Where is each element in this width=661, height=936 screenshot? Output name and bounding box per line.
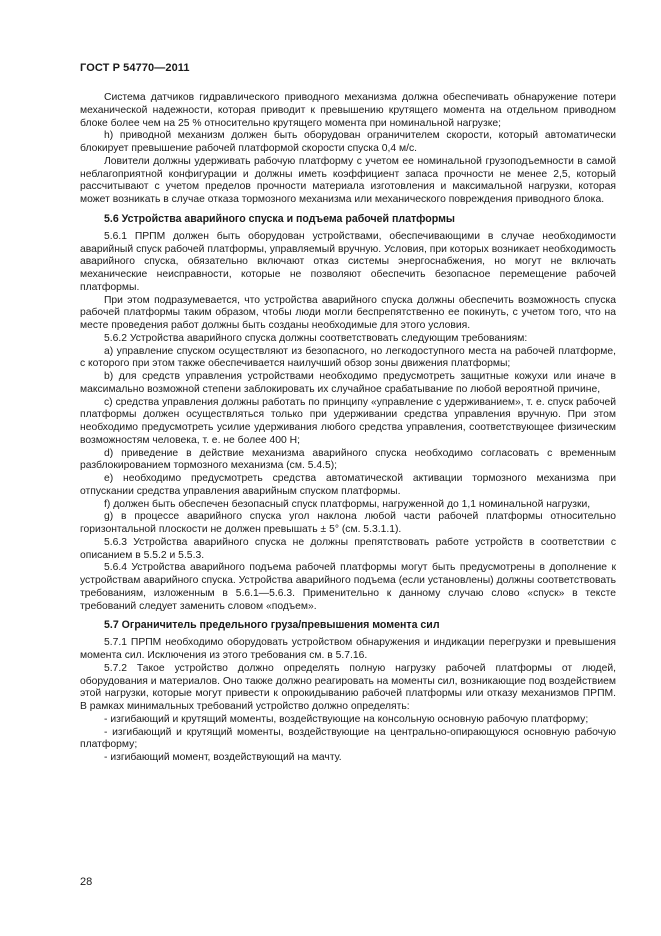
section-heading-5-6: 5.6 Устройства аварийного спуска и подъема рабочей платформы xyxy=(104,212,455,225)
list-item: - изгибающий момент, воздействующий на мачту. xyxy=(104,752,342,763)
paragraph: 5.6.3 Устройства аварийного спуска не должны препятствовать работе устройств в соответствии с описанием в 5.5.2 и 5.5.3. xyxy=(80,536,616,561)
list-item: c) средства управления должны работать по принципу «управление с удерживанием», т. е. спуск рабочей платформы должен осуществляться только при удерживании средства управления вручную. При этом необходимо предусмотреть усилие удерживания любого средства управления, соответствующее физическим возможностям человека, т. е. не более 400 Н; xyxy=(80,396,616,446)
paragraph: h) приводной механизм должен быть оборудован ограничителем скорости, который автоматически блокирует превышение рабочей платформой скорости спуска 0,4 м/с. xyxy=(80,130,616,154)
paragraph: 5.7.1 ПРПМ необходимо оборудовать устройством обнаружения и индикации перегрузки и превышения момента сил. Исключения из этого требования см. в 5.7.16. xyxy=(80,637,616,661)
paragraph: При этом подразумевается, что устройства аварийного спуска должны обеспечить возможность спуска рабочей платформы таким образом, чтобы люди могли беспрепятственно ее покинуть, с учетом того, что на месте проведения работ должны быть созданы необходимые для этого условия. xyxy=(80,294,616,331)
paragraph: 5.6.1 ПРПМ должен быть оборудован устройствами, обеспечивающими в случае необходимости аварийный спуск рабочей платформы, управляемый вручную. Условия, при которых возникает необходимость аварийного спуска, обязательно включают отказ системы энергоснабжения, но могут не включать механические неисправности, которые не позволяют обеспечить безопасное перемещение рабочей платформы. xyxy=(80,230,616,293)
page-content xyxy=(80,92,616,765)
paragraph: 5.7.2 Такое устройство должно определять полную нагрузку рабочей платформы от людей, оборудования и материалов. Оно также должно реагировать на моменты сил, возникающие под воздействием этой нагрузки, которые могут привести к опрокидыванию рабочей платформы или отказу механизмов ПРПМ. В рамках минимальных требований устройство должно определять: xyxy=(80,662,616,712)
list-item: b) для средств управления устройствами необходимо предусмотреть защитные кожухи или иначе в максимально возможной степени заблокировать их случайное срабатывание по любой вероятной причине, xyxy=(80,371,616,395)
list-item: f) должен быть обеспечен безопасный спуск платформы, нагруженной до 1,1 номинальной нагрузки, xyxy=(104,498,591,510)
list-item: e) необходимо предусмотреть средства автоматической активации тормозного механизма при отпускании средства управления аварийным спуском платформы. xyxy=(80,473,616,497)
list-item: a) управление спуском осуществляют из безопасного, но легкодоступного места на рабочей платформе, с которого при этом также обеспечивается наилучший обзор зоны движения платформы; xyxy=(80,345,616,370)
paragraph: Ловители должны удерживать рабочую платформу с учетом ее номинальной грузоподъемности в самой неблагоприятной конфигурации и должны иметь коэффициент запаса прочности не менее 2,5, который рассчитывают с учетом пределов прочности материала изготовления и максимальной нагрузки, которая может возникать в случае отказа тормозного механизма или механического повреждения приводного блока. xyxy=(80,155,616,205)
section-heading-5-7: 5.7 Ограничитель предельного груза/превышения момента сил xyxy=(104,619,440,632)
list-item: - изгибающий и крутящий моменты, воздействующие на консольную основную рабочую платформу; xyxy=(104,713,589,725)
list-item: d) приведение в действие механизма аварийного спуска необходимо согласовать с временным разблокированием тормозного механизма (см. 5.4.5); xyxy=(80,447,616,472)
paragraph: 5.6.4 Устройства аварийного подъема рабочей платформы могут быть предусмотрены в дополнение к устройствам аварийного спуска. Устройства аварийного подъема (если установлены) должны соответствовать требованиям, изложенным в 5.6.1—5.6.3. Применительно к данному случаю слово «спуск» в тексте требований следует заменить словом «подъем». xyxy=(80,562,616,612)
page-number: 28 xyxy=(80,876,93,888)
paragraph: Система датчиков гидравлического приводного механизма должна обеспечивать обнаружение потери механической надежности, которая приводит к превышению крутящего момента на отдельном приводном блоке более чем на 25 % относительно крутящего момента при номинальной нагрузке; xyxy=(80,92,616,129)
list-item: g) в процессе аварийного спуска угол наклона любой части рабочей платформы относительно горизонтальной плоскости не должен превышать ± 5° (см. 5.3.1.1). xyxy=(80,511,616,535)
list-item: - изгибающий и крутящий моменты, воздействующие на центрально-опирающуюся основную рабочую платформу; xyxy=(80,726,616,751)
standard-header: ГОСТ Р 54770—2011 xyxy=(80,62,190,74)
paragraph: 5.6.2 Устройства аварийного спуска должны соответствовать следующим требованиям: xyxy=(104,332,528,344)
